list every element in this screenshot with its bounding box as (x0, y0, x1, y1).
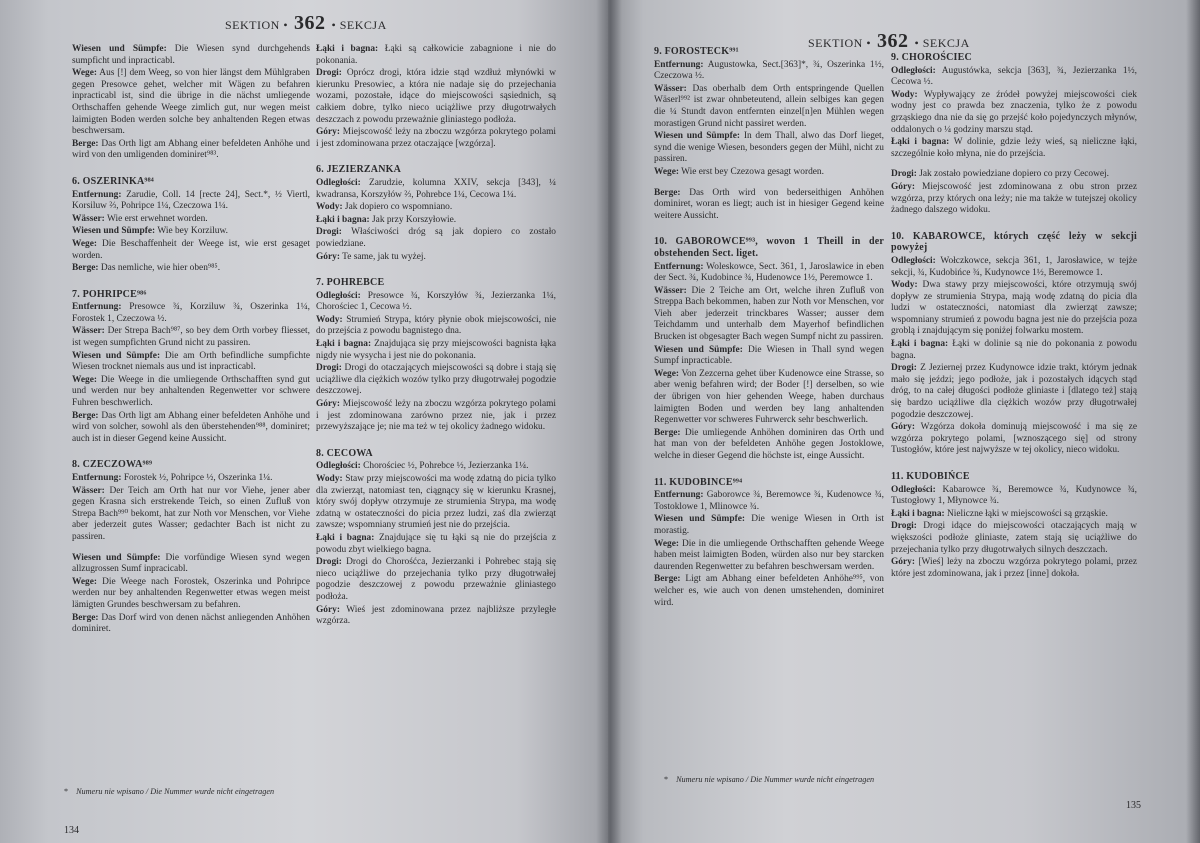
running-head-prefix: SEKTION • (808, 36, 872, 50)
entry-paragraph (72, 375, 310, 410)
field-label: Entfernung: (72, 473, 122, 483)
field-text: Die in die umliegende Orthschafften gehende Weege haben meist laimigten Boden, würden also nur bey starcken daurenden Regenwetter zu befahren beschwersam werden. (654, 538, 884, 572)
field-label: Entfernung: (72, 189, 122, 200)
field-text: Der Strepa Bach⁹⁸⁷, so bey dem Orth vorbey fliesset, ist wegen sumpfichten Grund nicht zu passiren. (72, 326, 310, 349)
field-label: Berge: (72, 410, 99, 421)
field-label: Wody: (891, 89, 918, 100)
field-text: Wzgórza dokoła dominują miejscowość i ma się ze wzgórza pokrytego polami, [wznoszącego się] od strony Tustogłów, które jest najwyższe w tej okolicy, nieco widoku. (891, 422, 1137, 456)
entry-paragraph (654, 167, 884, 179)
running-head-prefix: SEKTION • (225, 18, 289, 32)
field-text: Miejscowość leży na zboczu wzgórza pokrytego polami i jest zdominowana zarówno przez nie, jak i przez przewyższające je; nie ma też w tej okolicy żadnego widoku. (316, 399, 556, 433)
field-label: Łąki i bagna: (891, 508, 945, 519)
field-label: Góry: (891, 422, 915, 433)
entry-paragraph (72, 577, 310, 612)
entry-paragraph (72, 411, 310, 446)
field-text: Łąki są całkowicie zabagnione i nie do pokonania. (316, 44, 556, 66)
field-text: Te same, jak tu wyżej. (339, 251, 426, 262)
page-edge-shadow (1186, 0, 1200, 843)
field-label: Wiesen und Sümpfe: (72, 552, 161, 563)
entry-paragraph (316, 178, 556, 201)
running-head (225, 12, 387, 35)
entry-heading: 6. JEZIERZANKA (316, 164, 402, 176)
field-text: Wie erst bey Czezowa gesagt worden. (679, 166, 824, 177)
running-head-suffix: • SEKCJA (914, 36, 970, 50)
entry-paragraph (316, 399, 556, 434)
entry-paragraph (891, 339, 1137, 362)
entry-paragraph (316, 605, 556, 628)
entry-heading: 10. GABOROWCE⁹⁹³, wovon 1 Theill in der obstehenden Sect. liget. (654, 236, 884, 259)
entry-paragraph (72, 263, 310, 275)
polish-column (891, 52, 1137, 581)
field-text: Chorościec ½, Pohrebce ½, Jezierzanka 1¼. (360, 461, 529, 472)
entry-paragraph (891, 256, 1137, 279)
field-text: W dolinie, gdzie leży wieś, są nieliczne łąki, szczególnie koło młyna, nie do przejścia. (891, 137, 1137, 159)
field-text: Wie bey Korziluw. (155, 226, 228, 237)
field-text: Die Weege nach Forostek, Oszerinka und Pohripce werden nur bey anhaltenden Regenwetter etwas wegen meist lämigten Grundes beschwersam zu befahren. (72, 576, 310, 610)
field-label: Odległości: (316, 177, 361, 188)
entry-paragraph (891, 280, 1137, 338)
field-label: Wege: (72, 374, 97, 385)
field-text: Das Orth ligt am Abhang einer befeldeten Anhöhe und wird von den umligenden dominiret⁹⁸³. (72, 138, 310, 161)
field-label: Wody: (891, 280, 918, 291)
entry-paragraph (654, 188, 884, 223)
field-label: Berge: (654, 427, 681, 438)
field-text: Wypływający ze źródeł powyżej miejscowości ciek wodny jest co prawda bez znaczenia, tylko że z powodu grząskiego dna nie da się go przejść koło pojedynczych młynów, oddalonych o ¼ godziny marszu stąd. (891, 89, 1137, 135)
entry-paragraph (654, 84, 884, 130)
field-text: Jak przy Korszyłowie. (369, 214, 457, 225)
entry-heading: 10. KABAROWCE, których część leży w sekcji powyżej (891, 230, 1137, 254)
field-label: Berge: (654, 574, 681, 585)
entry-paragraph (72, 226, 310, 238)
field-label: Berge: (72, 612, 99, 623)
field-label: Wässer: (654, 83, 687, 94)
field-text: Jak zostało powiedziane dopiero co przy Cecowej. (916, 169, 1109, 180)
entry-paragraph (72, 351, 310, 374)
field-text: Augustówka, sekcja [363], ¾, Jezierzanka 1½, Cecowa ½. (891, 65, 1137, 88)
field-label: Drogi: (316, 363, 342, 374)
field-text: Wieś jest zdominowana przez najbliższe przyległe wzgórza. (316, 604, 556, 627)
field-text: Die Weege in die umliegende Orthschafften synd gut und werden nur bey anhaltenden Regenwetter vor schwere Fuhren beschwerlich. (72, 374, 310, 409)
field-text: Presowce ¾, Korziluw ¾, Oszerinka 1¼, Forostek 1, Czeczowa ½. (72, 302, 310, 324)
entry-paragraph (891, 485, 1137, 508)
running-head-suffix: • SEKCJA (331, 18, 387, 32)
entry-paragraph (654, 574, 884, 609)
field-text: In dem Thall, alwo das Dorf lieget, synd die wenige Wiesen, besonders gegen der Mühl, nicht zu passiren. (654, 131, 885, 165)
field-text: Die Beschaffenheit der Weege ist, wie erst gesaget worden. (72, 238, 310, 261)
field-text: Die 2 Teiche am Ort, welche ihren Zufluß von Streppa Bach bekommen, haben zur Noth vor Menschen, vor Vieh aber jederzeit trinckbares Wasser; ausser dem Teichdamm und unterhalb dem Mayerhof befindlichen Brucken ist obgesagter Bach wegen Sumpf nicht zu passiren. (654, 285, 884, 343)
field-text: Das Orth wird von bederseithigen Anhöhen dominiret, woran es liegt; auch ist in hiesiger Gegend keine weitere Aussicht. (654, 187, 884, 221)
field-label: Wässer: (72, 213, 105, 224)
entry-paragraph (891, 182, 1137, 217)
field-text: Nieliczne łąki w miejscowości są grząskie. (944, 508, 1108, 519)
field-label: Entfernung: (654, 261, 704, 272)
entry-heading: 11. KUDOBINCE⁹⁹⁴ (654, 476, 743, 488)
field-label: Góry: (891, 557, 915, 568)
entry-heading: 11. KUDOBIŃCE (891, 471, 970, 482)
field-text: Ligt am Abhang einer befeldeten Anhöhe⁹⁹⁵, von welcher es, wie auch von denen umstehenden, dominiret wird. (654, 574, 884, 608)
field-label: Wody: (316, 474, 343, 484)
entry-heading: 9. FOROSTECK⁹⁹¹ (654, 46, 739, 57)
entry-paragraph (316, 202, 556, 214)
field-text: Jak dopiero co wspomniano. (342, 202, 453, 213)
field-text: Oprócz drogi, która idzie stąd wzdłuż młynówki w kierunku Presowiec, a która nie nadaje się do przejechania wozami, pozostałe, idące do miejscowości sąsiednich, są całkiem dobre, tylko nieco uciążliwe przy długotrwałych deszczach z powodu przeważnie gliniastego podłoża. (316, 68, 556, 125)
field-label: Drogi: (891, 521, 917, 532)
entry-paragraph (891, 169, 1137, 181)
field-label: Drogi: (891, 363, 917, 374)
field-text: Die Wiesen synd durchgehends sumpficht und inpracticabl. (72, 44, 310, 66)
field-label: Wege: (72, 68, 97, 79)
field-label: Entfernung: (654, 490, 704, 501)
entry-paragraph (654, 345, 884, 368)
field-text: Wie erst erwehnet worden. (104, 213, 208, 224)
field-text: Zarudzie, kolumna XXIV, sekcja [343], ¼ kwadransa, Korszyłów ⅔, Pohrebce 1¼, Cecowa 1¼. (316, 177, 556, 200)
field-text: Wołczkowce, sekcja 361, 1, Jarosławice, w tejże sekcji, ¾, Kudobińce ¾, Kudynowce 1½, Beremowce 1. (891, 255, 1137, 278)
field-label: Wege: (72, 576, 97, 587)
footnote-text: Numeru nie wpisano / Die Nummer wurde nicht eingetragen (676, 775, 875, 784)
field-label: Berge: (72, 138, 99, 149)
field-label: Wässer: (654, 285, 687, 296)
field-text: Aus [!] dem Weeg, so von hier längst dem Mühlgraben gegen Presowce gehet, welcher mit Wägen zu befahren inpracticabl ist, sind die übrige in die nächst umliegende Orthschaffen gehende Weege zimlich gut, nur wegen meist laimigten Boden werden solche bey anhaltenden Regen etwas beschwersam. (72, 68, 310, 137)
spacer (654, 180, 884, 188)
field-label: Wässer: (72, 485, 105, 496)
right-page (608, 0, 1200, 843)
page-number: 135 (1126, 800, 1141, 811)
entry-paragraph (72, 553, 310, 576)
entry-paragraph (316, 315, 556, 338)
footnote (64, 787, 274, 796)
field-text: Augustowka, Sect.[363]*, ¾, Oszerinka 1½, Czeczowa ½. (654, 59, 884, 82)
spacer (891, 161, 1137, 169)
footnote-mark: * (64, 787, 69, 796)
section-number: 362 (294, 12, 326, 34)
field-text: Das Dorf wird von denen nächst anliegenden Anhöhen dominiret. (72, 612, 310, 635)
field-label: Wege: (654, 166, 679, 177)
field-label: Drogi: (316, 557, 342, 568)
entry-paragraph (316, 363, 556, 398)
field-text: Die wenige Wiesen in Orth ist morastig. (654, 514, 884, 536)
section-number: 362 (877, 30, 909, 52)
field-text: Die vorfündige Wiesen synd wegen allzugrossen Sumf inpracicabl. (72, 552, 310, 575)
field-label: Wiesen und Sümpfe: (72, 44, 167, 54)
entry-paragraph (72, 473, 310, 485)
page-number: 134 (64, 825, 79, 836)
entry-paragraph (316, 127, 556, 150)
field-text: Dwa stawy przy miejscowości, które otrzymują swój dopływ ze strumienia Strypa, mają wodę zdatną do picia dla ludzi w ostateczności, natomiast dla zwierząt zawsze; wspomniany strumień z powodu bagna jest nie do przejścia poza groblą i znajdującym się poniżej folwarku mostem. (891, 280, 1137, 337)
entry-paragraph (654, 369, 884, 427)
field-label: Łąki i bagna: (316, 44, 379, 54)
field-label: Wody: (316, 314, 343, 325)
field-label: Łąki i bagna: (316, 214, 370, 225)
field-label: Entfernung: (72, 302, 122, 313)
book-gutter (596, 0, 622, 843)
entry-heading: 8. CZECZOWA⁹⁸⁹ (72, 459, 153, 471)
field-label: Łąki i bagna: (316, 339, 372, 350)
german-column (654, 46, 884, 610)
entry-paragraph (72, 44, 310, 67)
field-text: Die Wiesen in Thall synd wegen Sumpf inpracticable. (654, 344, 884, 367)
entry-paragraph (316, 252, 556, 264)
entry-paragraph (654, 514, 884, 537)
field-text: Staw przy miejscowości ma wodę zdatną do picia tylko dla zwierząt, natomiast ten, ciągnący się w kierunku Krasnej, który swój dopływ otrzymuje ze strumienia Strypa, ma wodę zdatną w ostateczności do picia przez ludzi, zaś dla zwierząt zawsze; wspomniany strumień jest nie do przejścia. (316, 474, 556, 531)
entry-heading: 8. CECOWA (316, 447, 373, 459)
entry-paragraph (891, 557, 1137, 580)
field-label: Łąki i bagna: (891, 137, 950, 148)
field-label: Wiesen und Sümpfe: (72, 350, 161, 361)
entry-paragraph (72, 139, 310, 162)
entry-paragraph (316, 291, 556, 314)
field-label: Berge: (72, 263, 99, 274)
field-label: Odległości: (316, 290, 361, 301)
entry-paragraph (654, 428, 884, 463)
entry-paragraph (891, 521, 1137, 556)
field-text: Miejscowość leży na zboczu wzgórza pokrytego polami i jest zdominowana przez otaczające [wzgórza]. (316, 127, 556, 149)
field-text: Drogi do otaczających miejscowości są dobre i stają się uciążliwe dla ciężkich wozów tylko przy długotrwałej pogodzie deszczowej. (316, 363, 556, 397)
field-text: Drogi do Chorośćca, Jezierzanki i Pohrebec stają się nieco uciążliwe do przejechania tylko przy długotrwałej pogodzie deszczowej z powodu przeważnie gliniastego podłoża. (316, 557, 556, 602)
entry-paragraph (316, 227, 556, 250)
entry-paragraph (891, 66, 1137, 89)
field-text: Właściwości dróg są jak dopiero co zostało powiedziane. (316, 227, 556, 249)
field-text: Das nemliche, wie hier oben⁹⁸⁵. (98, 263, 221, 274)
field-label: Wody: (316, 202, 343, 213)
field-text: Die am Orth befindliche sumpfichte Wiesen trocknet niemals aus und ist inpracticabl. (72, 350, 311, 373)
entry-paragraph (316, 557, 556, 603)
field-text: Drogi idące do miejscowości otaczających mają w większości podłoże gliniaste, zatem stają się uciążliwe do przejechania tylko przy długotrwałych silnych deszczach. (891, 521, 1137, 555)
field-label: Góry: (316, 399, 340, 410)
field-label: Wässer: (72, 326, 105, 337)
entry-paragraph (654, 539, 884, 574)
entry-paragraph (316, 215, 556, 227)
field-label: Entfernung: (654, 59, 704, 70)
entry-paragraph (654, 286, 884, 344)
entry-paragraph (72, 486, 310, 544)
entry-paragraph (316, 44, 556, 67)
footnote-mark: * (664, 775, 669, 784)
entry-heading: 7. POHREBCE (316, 277, 385, 289)
field-label: Drogi: (316, 227, 342, 238)
field-text: Woleskowce, Sect. 361, 1, Jaroslawice in eben der Sect. ¾, Kudobince ¾, Hudenowce 1½, Peremowce 1. (654, 261, 884, 284)
field-text: Znajdująca się przy miejscowości bagnista łąka nigdy nie wysycha i jest nie do pokonania. (316, 339, 556, 361)
german-column (72, 44, 310, 637)
entry-paragraph (891, 90, 1137, 136)
entry-paragraph (316, 474, 556, 532)
field-text: Zarudie, Coll. 14 [recte 24], Sect.*, ½ Viertl, Korsiluw ⅔, Pohripce 1¼, Czeczowa 1¼. (72, 189, 310, 212)
entry-heading: 6. OSZERINKA⁹⁸⁴ (72, 175, 155, 187)
field-label: Góry: (316, 604, 340, 615)
field-label: Wiesen und Sümpfe: (654, 514, 745, 525)
entry-paragraph (316, 461, 556, 473)
entry-paragraph (891, 422, 1137, 457)
footnote (664, 775, 874, 784)
entry-heading: 7. POHRIPCE⁹⁸⁶ (72, 288, 147, 300)
entry-heading: 9. CHOROŚCIEC (891, 52, 972, 63)
entry-paragraph (654, 131, 884, 166)
field-text: Z Jeziernej przez Kudynowce idzie trakt, którym jednak mało się jeździ; jego podłoże, jak i pozostałych idących stąd dróg, to na całej długości podłoże gliniaste i [dlatego też] stają się bardzo uciążliwe dla ciężkich wozów przy długotrwałej pogodzie deszczowej. (891, 363, 1137, 420)
field-label: Wege: (654, 538, 679, 549)
field-label: Odległości: (316, 461, 361, 472)
field-label: Wege: (654, 368, 679, 379)
entry-paragraph (654, 490, 884, 513)
entry-paragraph (72, 302, 310, 325)
field-text: Miejscowość jest zdominowana z obu stron przez wzgórza, przy których ona leży; nie ma także w tutejszej okolicy żadnego dalszego widoku. (891, 181, 1137, 216)
polish-column (316, 44, 556, 629)
field-label: Odległości: (891, 484, 936, 495)
field-text: Die umliegende Anhöhen dominiren das Orth und hat man von der befeldeten Anhöhe gegen Jostoklowe, welche in dieser Gegend die höchste ist, einge Aussicht. (654, 427, 884, 461)
entry-paragraph (72, 613, 310, 636)
entry-paragraph (316, 339, 556, 362)
field-label: Łąki i bagna: (316, 532, 375, 543)
field-label: Góry: (891, 181, 915, 192)
entry-paragraph (72, 239, 310, 262)
entry-paragraph (654, 60, 884, 83)
field-text: Kabarowce ¾, Beremowce ¾, Kudynowce ¾, Tustogłowy 1, Młynowce ¾. (891, 484, 1137, 507)
entry-paragraph (72, 326, 310, 349)
spacer (72, 545, 310, 553)
field-label: Drogi: (891, 169, 917, 180)
field-text: Der Teich am Orth hat nur vor Viehe, jener aber gegen Krasna sich erstrekende Teich, so einen Zufluß von Strepa Bach⁹⁹⁰ bekomt, hat zur Noth vor Menschen, vor Viehe aber jederzeit gutes Wasser; gedachter Bach ist nicht zu passiren. (72, 485, 310, 542)
field-label: Łąki i bagna: (891, 339, 949, 350)
entry-paragraph (316, 533, 556, 556)
field-text: Strumień Strypa, który płynie obok miejscowości, nie do przejścia z powodu bagnistego dna. (316, 314, 556, 337)
field-label: Odległości: (891, 65, 936, 76)
field-label: Odległości: (891, 255, 936, 266)
field-text: Von Zezcerna gehet über Kudenowce eine Strasse, so aber wenig befahren wird; der Boder [!] derselben, so wie der übrigen von hier gehenden Weege, haben durchaus laimigten Boden und werden bey lang anhaltenden Regenwetter vor schweres Fuhrwerck sehr beschwerlich. (654, 368, 884, 426)
entry-paragraph (891, 363, 1137, 421)
entry-paragraph (72, 214, 310, 226)
field-text: Gaborowce ¾, Beremowce ¾, Kudenowce ¾, Tostoklowe 1, Mlinowce ¾. (654, 490, 884, 512)
field-label: Góry: (316, 127, 340, 138)
field-text: Presowce ¾, Korszyłów ¾, Jezierzanka 1¼, Chorościec 1, Cecowa ½. (316, 290, 556, 313)
field-label: Wiesen und Sümpfe: (654, 131, 741, 142)
entry-paragraph (891, 137, 1137, 160)
field-text: Łąki w dolinie są nie do pokonania z powodu bagna. (891, 339, 1137, 361)
field-text: Das oberhalb dem Orth entspringende Quellen Wäserl⁹⁹² ist zwar ohnbeteutend, allein selbiges kan gegen die ¼ Stundt davon entfernten einzel[n]en Mühlen wegen morastigen Grund nicht passiret werden. (654, 83, 884, 129)
field-label: Wege: (72, 238, 97, 249)
field-text: Forostek ½, Pohripce ½, Oszerinka 1¼. (121, 473, 273, 483)
entry-paragraph (654, 262, 884, 285)
field-label: Berge: (654, 187, 681, 198)
field-text: Das Orth ligt am Abhang einer befeldeten Anhöhe und wird von solcher, sowohl als den überstehenden⁹⁸⁸, dominiret; auch ist in dieser Gegend keine Aussicht. (72, 410, 310, 444)
entry-paragraph (72, 190, 310, 213)
field-text: [Wieś] leży na zboczu wzgórza pokrytego polami, przez które jest zdominowana, jak i przez [inne] dokoła. (891, 557, 1137, 579)
field-label: Wiesen und Sümpfe: (72, 226, 156, 237)
entry-paragraph (316, 68, 556, 126)
field-text: Znajdujące się tu łąki są nie do przejścia z powodu zbyt wielkiego bagna. (316, 532, 556, 555)
entry-paragraph (72, 68, 310, 138)
field-label: Drogi: (316, 68, 342, 79)
field-label: Góry: (316, 251, 340, 262)
footnote-text: Numeru nie wpisano / Die Nummer wurde nicht eingetragen (76, 787, 275, 796)
field-label: Wiesen und Sümpfe: (654, 344, 743, 355)
entry-paragraph (891, 509, 1137, 521)
